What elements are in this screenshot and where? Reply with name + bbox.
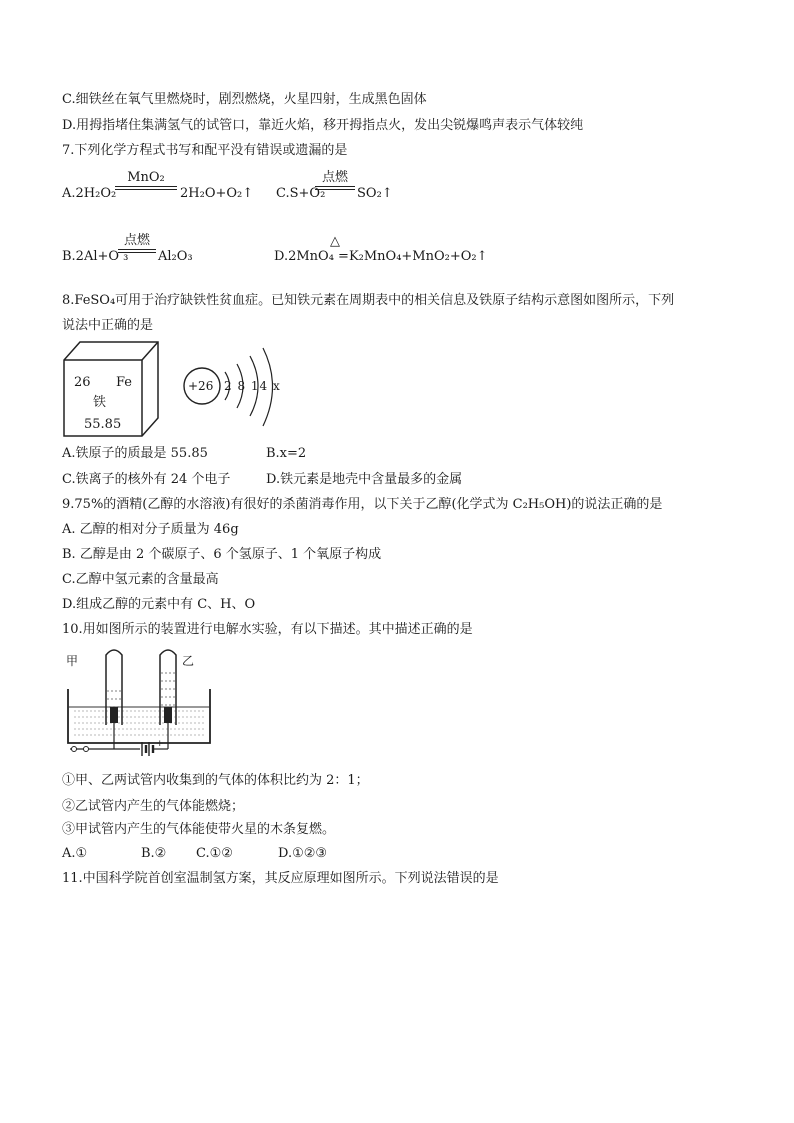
q9-option-d: D.组成乙醇的元素中有 C、H、O xyxy=(62,597,256,612)
q7-c-condition: 点燃 xyxy=(315,171,355,190)
q7-c-right: SO₂↑ xyxy=(357,186,393,201)
q6-option-d: D.用拇指堵住集满氢气的试管口，靠近火焰，移开拇指点火，发出尖锐爆鸣声表示气体较纯 xyxy=(62,118,584,133)
q9-stem: 9.75%的酒精(乙醇的水溶液)有很好的杀菌消毒作用，以下关于乙醇(化学式为 C₂H₅OH)的说法正确的是 xyxy=(62,497,663,512)
q6-option-c: C.细铁丝在氧气里燃烧时，剧烈燃烧，火星四射，生成黑色固体 xyxy=(62,92,427,107)
element-name: 铁 xyxy=(93,395,107,410)
q7-c-left: C.S+O₂ xyxy=(276,186,326,201)
atomic-number: 26 xyxy=(74,375,91,390)
q9-option-a: A. 乙醇的相对分子质量为 46g xyxy=(62,522,239,537)
electrolysis-apparatus-figure xyxy=(64,645,216,757)
q8-stem-line2: 说法中正确的是 xyxy=(62,318,154,333)
q8-option-b: B.x=2 xyxy=(266,446,307,461)
atomic-mass: 55.85 xyxy=(84,417,122,432)
tube-label-jia: 甲 xyxy=(66,654,79,668)
periodic-cell-figure xyxy=(62,340,162,440)
nucleus-charge: +26 xyxy=(188,379,214,393)
q7-b-condition: 点燃 xyxy=(118,234,156,253)
q10-stem: 10.用如图所示的装置进行电解水实验，有以下描述。其中描述正确的是 xyxy=(62,622,473,637)
q7-b-right: Al₂O₃ xyxy=(158,249,193,264)
q9-option-b: B. 乙醇是由 2 个碳原子、6 个氢原子、1 个氧原子构成 xyxy=(62,547,382,562)
q7-stem: 7.下列化学方程式书写和配平没有错误或遗漏的是 xyxy=(62,143,348,158)
q7-b-left: B.2Al+O ₃ xyxy=(62,249,129,264)
q10-option-a: A.① xyxy=(62,846,88,861)
tube-label-yi: 乙 xyxy=(182,654,195,668)
q8-option-a: A.铁原子的质最是 55.85 xyxy=(62,446,208,461)
q8-option-d: D.铁元素是地壳中含量最多的金属 xyxy=(266,472,463,487)
q7-d-condition: △ xyxy=(330,234,340,249)
q8-stem-line1: 8.FeSO₄可用于治疗缺铁性贫血症。已知铁元素在周期表中的相关信息及铁原子结构示意图如图所示，下列 xyxy=(62,293,675,308)
q9-option-c: C.乙醇中氢元素的含量最高 xyxy=(62,572,219,587)
shell-electrons: 2 8 14 x xyxy=(224,379,281,393)
q10-statement-3: ③甲试管内产生的气体能使带火星的木条复燃。 xyxy=(62,822,336,837)
q11-stem: 11.中国科学院首创室温制氢方案，其反应原理如图所示。下列说法错误的是 xyxy=(62,871,499,886)
svg-text:+: + xyxy=(156,739,164,749)
q7-d-equation: D.2MnO₄ =K₂MnO₄+MnO₂+O₂↑ xyxy=(274,249,488,264)
q10-option-b: B.② xyxy=(141,846,167,861)
element-symbol: Fe xyxy=(116,375,133,390)
q7-a-right: 2H₂O+O₂↑ xyxy=(180,186,254,201)
q10-statement-2: ②乙试管内产生的气体能燃烧； xyxy=(62,799,245,814)
q7-a-left: A.2H₂O₂ xyxy=(62,186,117,201)
q7-a-condition: MnO₂ xyxy=(115,171,177,190)
atom-structure-diagram xyxy=(178,342,282,438)
q10-statement-1: ①甲、乙两试管内收集到的气体的体积比约为 2：1； xyxy=(62,773,369,788)
q10-option-c: C.①② xyxy=(196,846,233,861)
q8-option-c: C.铁离子的核外有 24 个电子 xyxy=(62,472,231,487)
q10-option-d: D.①②③ xyxy=(278,846,328,861)
